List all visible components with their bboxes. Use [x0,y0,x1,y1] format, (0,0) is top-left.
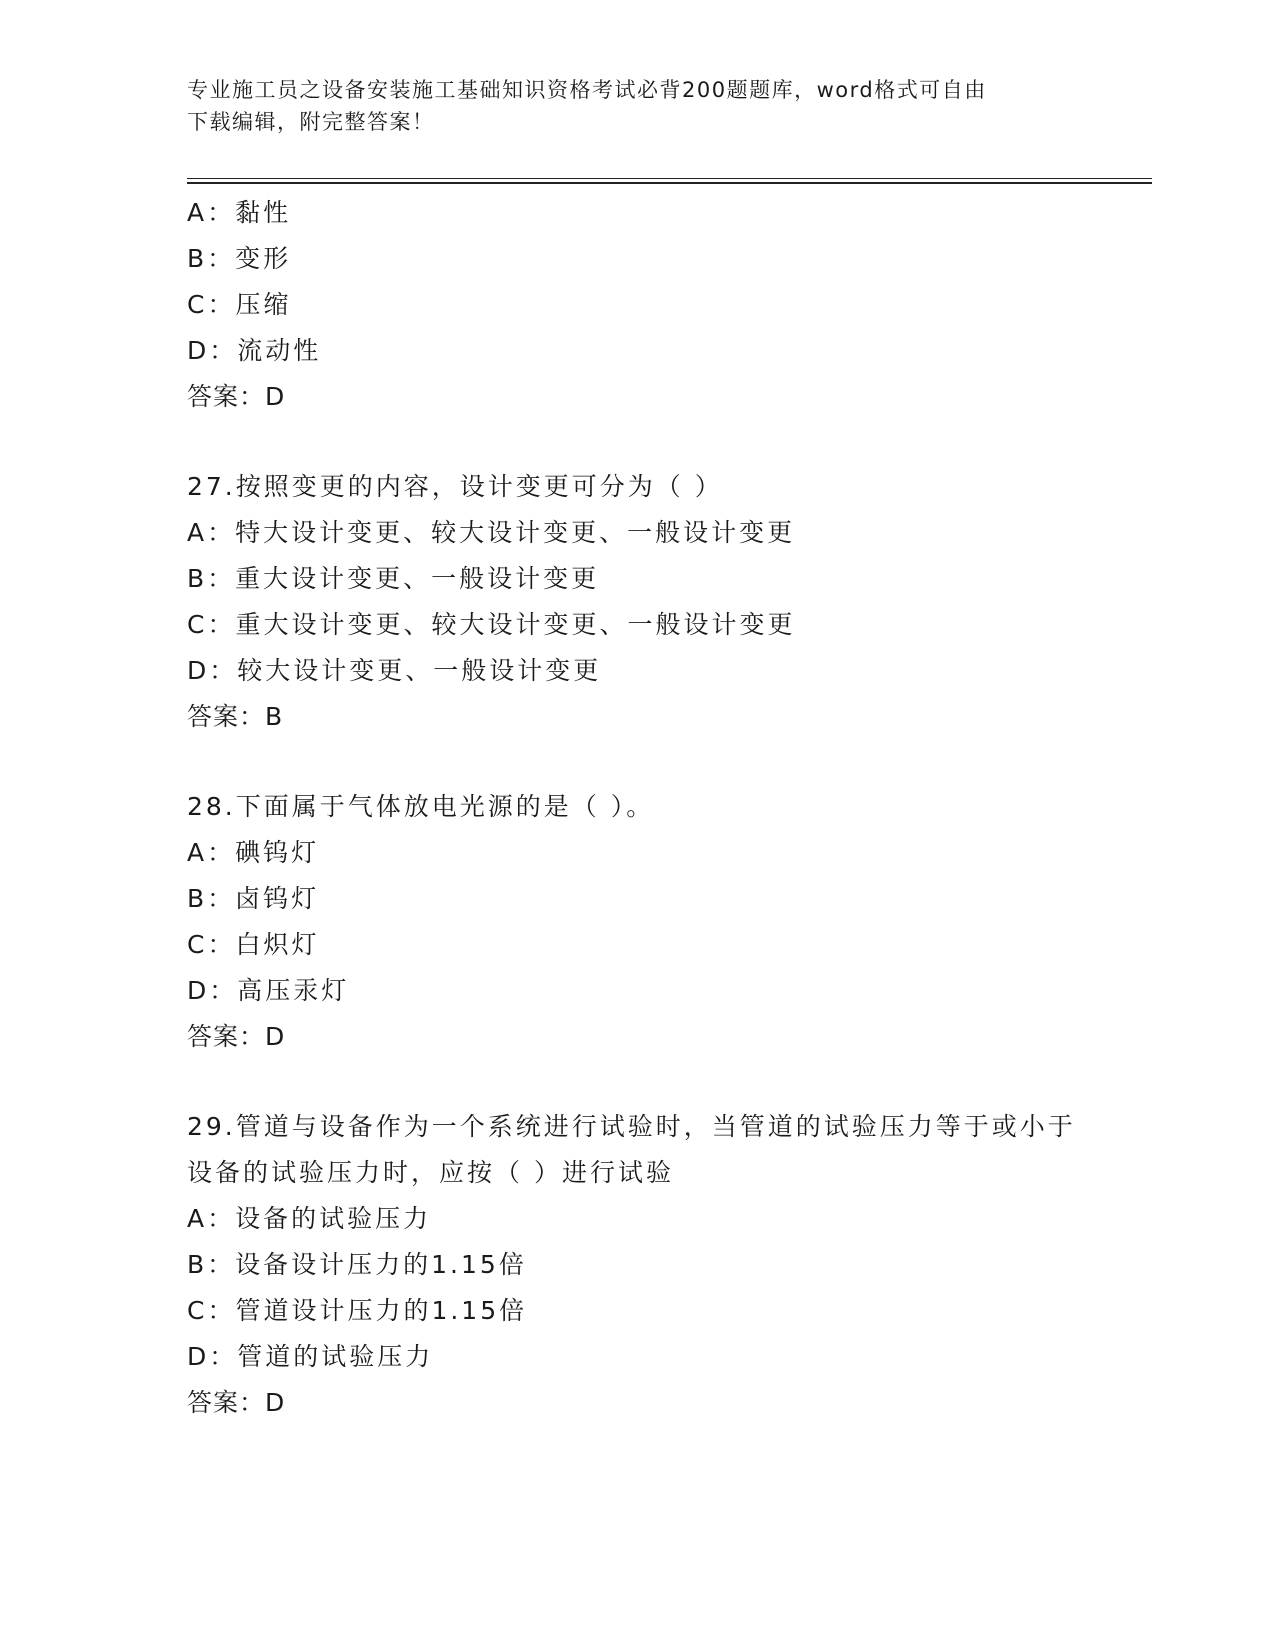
option-b: B：变形 [187,244,292,273]
question-stem: 27.按照变更的内容，设计变更可分为（ ） [187,472,723,501]
option-c: C：重大设计变更、较大设计变更、一般设计变更 [187,610,796,639]
answer: 答案：D [187,382,286,411]
header-line-1: 专业施工员之设备安装施工基础知识资格考试必背200题题库，word格式可自由 [187,78,987,102]
header-divider [187,178,1152,184]
answer: 答案：B [187,702,284,731]
option-d: D：较大设计变更、一般设计变更 [187,656,602,685]
question-28 [187,784,1147,1060]
option-a: A：特大设计变更、较大设计变更、一般设计变更 [187,518,796,547]
option-a: A：碘钨灯 [187,838,320,867]
answer: 答案：D [187,1022,286,1051]
question-stem: 29.管道与设备作为一个系统进行试验时，当管道的试验压力等于或小于设备的试验压力时，应按（ ）进行试验 [187,1112,1076,1187]
option-b: B：设备设计压力的1.15倍 [187,1250,527,1279]
option-d: D：管道的试验压力 [187,1342,434,1371]
question-27 [187,464,1147,740]
option-b: B：重大设计变更、一般设计变更 [187,564,600,593]
option-a: A：黏性 [187,198,292,227]
question-29 [187,1104,1147,1426]
option-c: C：压缩 [187,290,292,319]
page-header [187,74,1067,138]
option-c: C：管道设计压力的1.15倍 [187,1296,528,1325]
answer: 答案：D [187,1388,286,1417]
option-a: A：设备的试验压力 [187,1204,432,1233]
option-d: D：流动性 [187,336,322,365]
header-line-2: 下载编辑，附完整答案！ [187,110,435,134]
option-d: D：高压汞灯 [187,976,350,1005]
question-stem: 28.下面属于气体放电光源的是（ ）。 [187,792,655,821]
question-partial [187,190,1147,420]
option-b: B：卤钨灯 [187,884,320,913]
option-c: C：白炽灯 [187,930,320,959]
question-list [187,190,1147,1426]
